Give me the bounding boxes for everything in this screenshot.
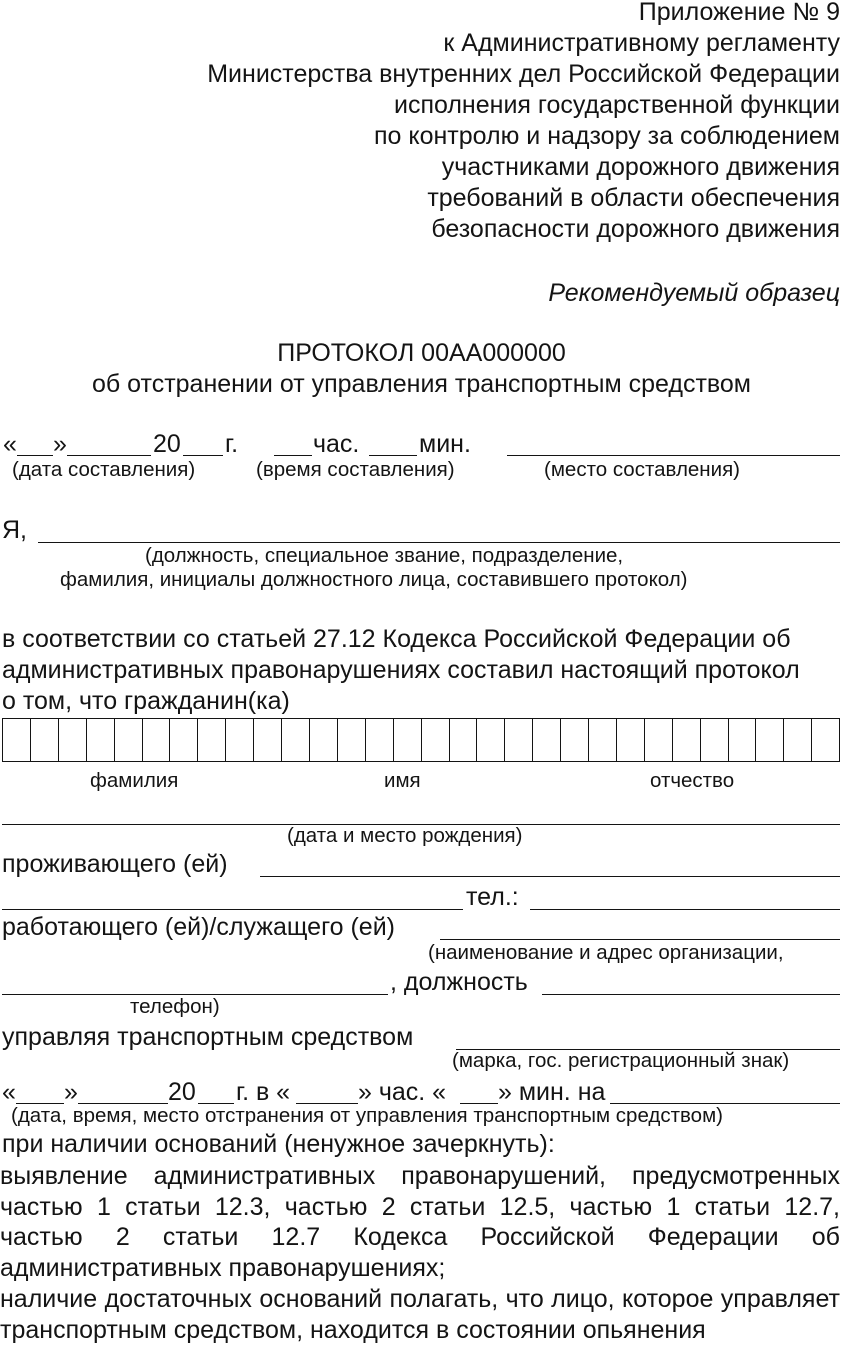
quote-open: « — [2, 1078, 16, 1106]
year-suffix: г. — [225, 430, 239, 458]
name-letter-cell[interactable] — [645, 719, 673, 761]
name-letter-cell[interactable] — [422, 719, 450, 761]
name-letter-cell[interactable] — [505, 719, 533, 761]
officer-caption-2: фамилия, инициалы должностного лица, составившего протокол) — [60, 568, 688, 591]
name-letter-cell[interactable] — [59, 719, 87, 761]
time-caption: (время составления) — [256, 458, 455, 481]
driving-label: управляя транспортным средством — [2, 1023, 414, 1051]
name-letter-cell[interactable] — [254, 719, 282, 761]
name-letter-cell[interactable] — [673, 719, 701, 761]
header-line: Приложение № 9 — [638, 0, 840, 26]
statement-line-1: в соответствии со статьей 27.12 Кодекса Российской Федерации об — [2, 625, 791, 653]
header-line: по контролю и надзору за соблюдением — [373, 122, 840, 150]
name-letter-cell[interactable] — [812, 719, 839, 761]
name-letter-cell[interactable] — [310, 719, 338, 761]
place-caption: (место составления) — [544, 458, 741, 481]
name-letter-cell[interactable] — [561, 719, 589, 761]
place-field[interactable] — [507, 455, 840, 456]
patronymic-label: отчество — [650, 769, 735, 792]
name-letter-cell[interactable] — [31, 719, 59, 761]
phone-field[interactable] — [530, 909, 840, 910]
name-letter-cell[interactable] — [756, 719, 784, 761]
sample-note: Рекомендуемый образец — [548, 279, 840, 307]
name-letter-grid[interactable] — [2, 718, 840, 762]
year-field[interactable] — [183, 455, 223, 456]
quote-close: » — [53, 430, 67, 458]
name-letter-cell[interactable] — [701, 719, 729, 761]
date-caption: (дата составления) — [12, 458, 196, 481]
statement-line-2: административных правонарушениях составил настоящий протокол — [2, 656, 800, 684]
name-letter-cell[interactable] — [617, 719, 645, 761]
name-label: имя — [384, 769, 421, 792]
day-field[interactable] — [17, 455, 53, 456]
officer-caption-1: (должность, специальное звание, подразделение, — [145, 544, 624, 567]
protocol-subtitle: об отстранении от управления транспортным средством — [92, 370, 751, 398]
phone-caption: телефон) — [130, 995, 220, 1018]
removal-minutes-label: » мин. на — [498, 1078, 606, 1106]
quote-open: « — [3, 430, 17, 458]
working-label: работающего (ей)/служащего (ей) — [2, 913, 396, 941]
name-letter-cell[interactable] — [366, 719, 394, 761]
name-letter-cell[interactable] — [143, 719, 171, 761]
name-letter-cell[interactable] — [394, 719, 422, 761]
header-line: к Административному регламенту — [443, 29, 840, 57]
vehicle-caption: (марка, гос. регистрационный знак) — [452, 1049, 790, 1072]
surname-label: фамилия — [90, 769, 179, 792]
name-letter-cell[interactable] — [729, 719, 757, 761]
residing-field-2[interactable] — [2, 909, 463, 910]
name-letter-cell[interactable] — [282, 719, 310, 761]
residing-field[interactable] — [260, 876, 840, 877]
name-letter-cell[interactable] — [87, 719, 115, 761]
statement-line-3: о том, что гражданин(ка) — [2, 687, 290, 715]
name-letter-cell[interactable] — [3, 719, 31, 761]
grounds-paragraph-1: выявление административных правонарушений, предусмотренных частью 1 статьи 12.3, частью 2 статьи 12.5, частью 1 статьи 12.7, частью 2 статьи 12.7 Кодекса Российской Федерации об административных правонарушениях; — [0, 1162, 840, 1282]
residing-label: проживающего (ей) — [2, 850, 228, 878]
removal-caption: (дата, время, место отстранения от управления транспортным средством) — [11, 1104, 723, 1127]
name-letter-cell[interactable] — [115, 719, 143, 761]
removal-hours-label: » час. « — [358, 1078, 447, 1106]
hours-field[interactable] — [274, 455, 312, 456]
name-letter-cell[interactable] — [170, 719, 198, 761]
protocol-title: ПРОТОКОЛ 00АА000000 — [277, 339, 566, 367]
header-line: участниками дорожного движения — [441, 153, 840, 181]
officer-field[interactable] — [38, 542, 840, 543]
name-letter-cell[interactable] — [589, 719, 617, 761]
header-line: безопасности дорожного движения — [431, 215, 840, 243]
name-letter-cell[interactable] — [198, 719, 226, 761]
minutes-label: мин. — [419, 430, 471, 458]
minutes-field[interactable] — [369, 455, 417, 456]
name-letter-cell[interactable] — [533, 719, 561, 761]
organization-caption: (наименование и адрес организации, — [428, 941, 784, 964]
grounds-paragraph-2: наличие достаточных оснований полагать, что лицо, которое управляет транспортным средством, находится в состоянии опьянения — [0, 1285, 840, 1344]
birth-caption: (дата и место рождения) — [287, 824, 523, 847]
position-field[interactable] — [542, 994, 840, 995]
name-letter-cell[interactable] — [226, 719, 254, 761]
name-letter-cell[interactable] — [450, 719, 478, 761]
name-letter-cell[interactable] — [338, 719, 366, 761]
organization-field[interactable] — [440, 939, 840, 940]
name-letter-cell[interactable] — [477, 719, 505, 761]
phone-label: тел.: — [466, 883, 519, 911]
position-label: , должность — [390, 968, 528, 996]
removal-in-label: г. в « — [236, 1078, 291, 1106]
header-line: исполнения государственной функции — [393, 91, 840, 119]
header-line: требований в области обеспечения — [427, 184, 840, 212]
grounds-intro: при наличии оснований (ненужное зачеркнуть): — [2, 1130, 555, 1158]
hours-label: час. — [313, 430, 360, 458]
name-letter-cell[interactable] — [784, 719, 812, 761]
officer-prefix: Я, — [2, 516, 27, 544]
month-field[interactable] — [67, 455, 151, 456]
header-line: Министерства внутренних дел Российской Федерации — [207, 60, 840, 88]
year-prefix: 20 — [153, 430, 181, 458]
quote-close: » — [64, 1078, 78, 1106]
removal-year-prefix: 20 — [168, 1078, 196, 1106]
